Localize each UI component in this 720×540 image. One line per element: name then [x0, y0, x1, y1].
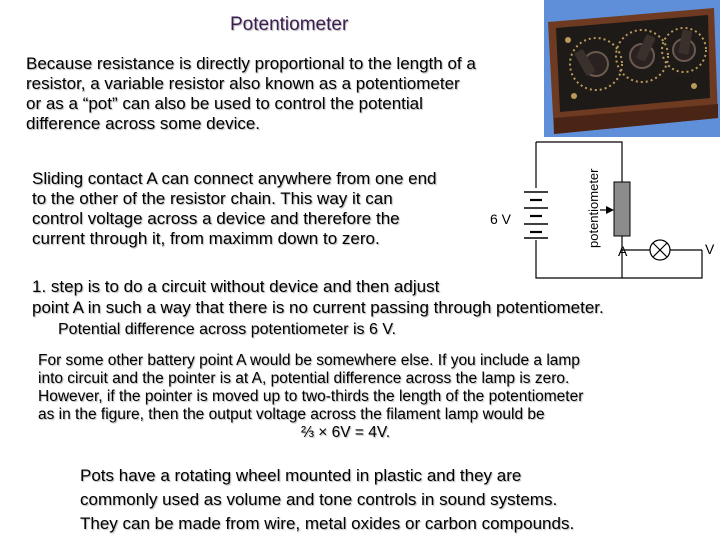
battery-icon — [524, 192, 548, 238]
sliding-line: Sliding contact A can connect anywhere from one end — [32, 169, 437, 188]
circuit-diagram — [480, 138, 720, 298]
sliding-line: control voltage across a device and therefore the — [32, 209, 400, 228]
lamp-icon — [650, 240, 670, 260]
sliding-contact-paragraph — [32, 169, 436, 249]
voltmeter-label: V — [705, 241, 715, 257]
pd-line — [58, 320, 396, 340]
battery-line: as in the figure, then the output voltage across the filament lamp would be — [38, 406, 545, 423]
slider-arrow-icon — [600, 206, 614, 214]
pots-line: Pots have a rotating wheel mounted in plastic and they are — [80, 466, 522, 485]
pd-text: Potential difference across potentiometer is 6 V. — [58, 321, 396, 338]
intro-paragraph — [26, 54, 476, 134]
sliding-line: current through it, from maximm down to zero. — [32, 229, 380, 248]
intro-line: Because resistance is directly proportional to the length of a — [26, 54, 476, 73]
pots-line: commonly used as volume and tone controls in sound systems. — [80, 490, 558, 509]
intro-line: or as a “pot” can also be used to control the potential — [26, 94, 423, 113]
contact-label: A — [618, 243, 628, 259]
potentiometer-photo — [544, 0, 720, 137]
battery-label: 6 V — [490, 211, 512, 227]
formula: ⅔ × 6V = 4V. — [301, 424, 391, 441]
intro-line: difference across some device. — [26, 114, 261, 133]
battery-line: For some other battery point A would be somewhere else. If you include a lamp — [38, 352, 580, 369]
step-line: 1. step is to do a circuit without device and then adjust — [32, 277, 440, 296]
sliding-line: to the other of the resistor chain. This way it can — [32, 189, 393, 208]
battery-paragraph — [38, 352, 583, 442]
battery-line: However, if the pointer is moved up to two-thirds the length of the potentiometer — [38, 388, 584, 405]
intro-line: resistor, a variable resistor also known as a potentiometer — [26, 74, 460, 93]
battery-line: into circuit and the pointer is at A, potential difference across the lamp is zero. — [38, 370, 570, 387]
potentiometer-label: potentiometer — [586, 168, 601, 248]
page-title: Potentiometer — [230, 14, 349, 35]
pots-line: They can be made from wire, metal oxides or carbon compounds. — [80, 514, 575, 533]
pots-paragraph — [80, 464, 574, 536]
step-line: point A in such a way that there is no current passing through potentiometer. — [32, 298, 604, 317]
potentiometer-resistor — [614, 182, 630, 236]
